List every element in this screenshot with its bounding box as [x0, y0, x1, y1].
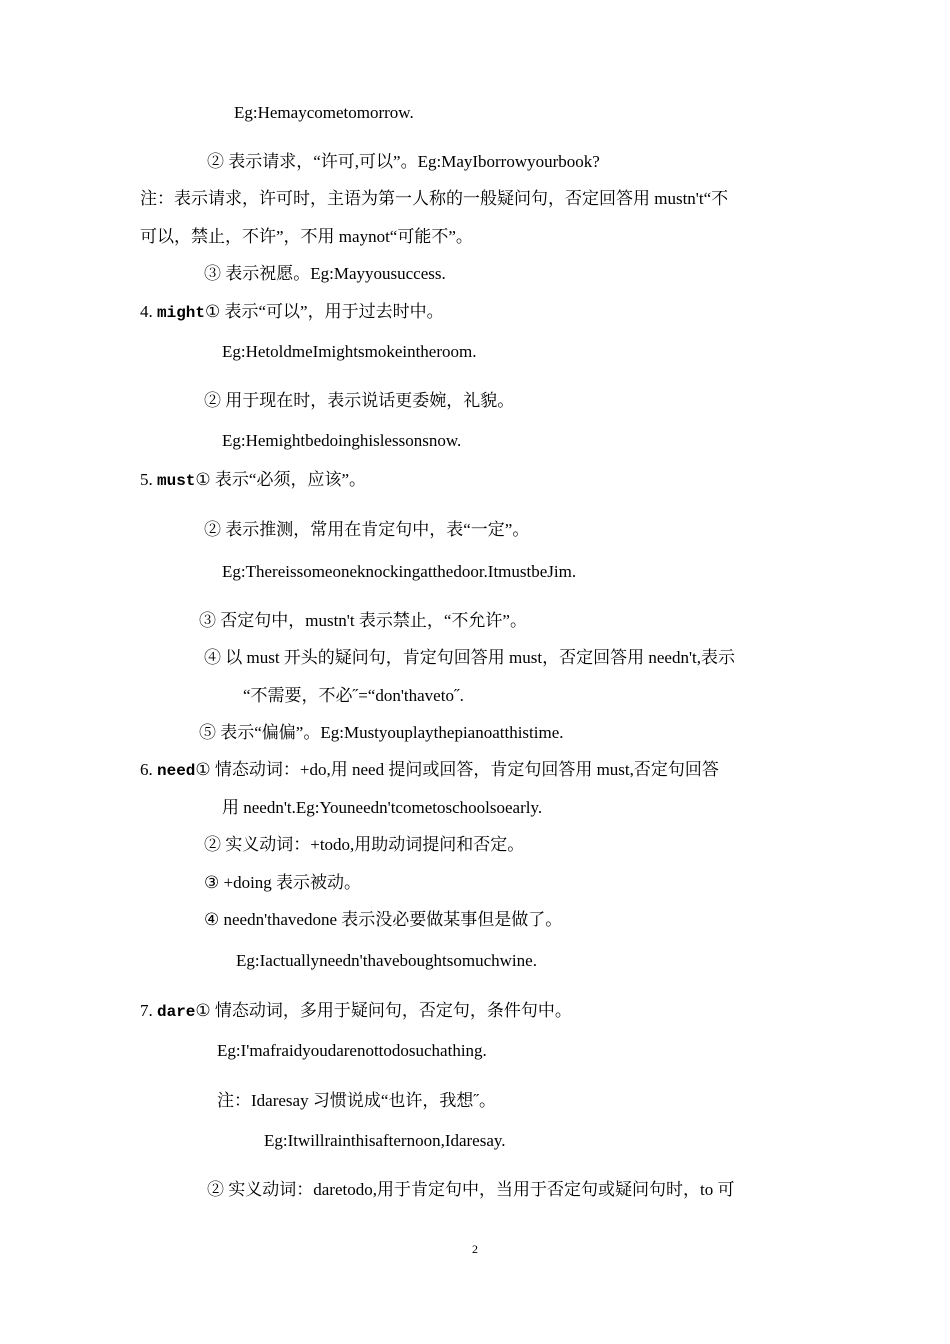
- text-line: 注：表示请求，许可时，主语为第一人称的一般疑问句，否定回答用 mustn't“不: [140, 189, 729, 208]
- text-line: ③ +doing 表示被动。: [204, 873, 362, 892]
- text-line: Eg:I'mafraidyoudarenottodosuchathing.: [217, 1041, 487, 1060]
- text-line: Eg:HetoldmeImightsmokeintheroom.: [222, 342, 477, 361]
- text-line: ⑤ 表示“偏偏”。Eg:Mustyouplaythepianoatthistime.: [199, 723, 564, 742]
- text-line: ③ 否定句中，mustn't 表示禁止，“不允许”。: [199, 611, 527, 630]
- text-line: ② 实义动词：+todo,用助动词提问和否定。: [204, 835, 525, 854]
- text-line: ③ 表示祝愿。Eg:Mayyousuccess.: [204, 264, 446, 283]
- text-line: 用 needn't.Eg:Youneedn'tcometoschoolsoearly.: [222, 798, 543, 817]
- text-line: Eg:Iactuallyneedn'thaveboughtsomuchwine.: [236, 951, 537, 970]
- section-number: 4.: [140, 302, 153, 321]
- text-line: ④ needn'thavedone 表示没必要做某事但是做了。: [204, 910, 563, 929]
- text-line: ② 表示推测，常用在肯定句中，表“一定”。: [204, 520, 530, 539]
- text-line: Eg:Hemightbedoinghislessonsnow.: [222, 431, 462, 450]
- section-keyword: might: [157, 304, 206, 322]
- section-number: 6.: [140, 760, 153, 779]
- section-heading-must: [140, 468, 366, 493]
- section-heading-dare: [140, 999, 572, 1024]
- text-line: ① 表示“可以”，用于过去时中。: [205, 302, 444, 321]
- text-line: “不需要，不必˝=“don'thaveto˝.: [243, 686, 464, 705]
- section-heading-might: [140, 300, 444, 325]
- text-line: ④ 以 must 开头的疑问句，肯定句回答用 must，否定回答用 needn't,表示: [204, 648, 735, 667]
- text-line: 注：Idaresay 习惯说成“也许，我想˝。: [217, 1091, 497, 1110]
- section-heading-need: [140, 758, 719, 783]
- text-line: Eg:Thereissomeoneknockingatthedoor.ItmustbeJim.: [222, 562, 577, 581]
- section-keyword: dare: [157, 1003, 196, 1021]
- text-line: ② 用于现在时，表示说话更委婉，礼貌。: [204, 391, 515, 410]
- text-line: ① 情态动词：+do,用 need 提问或回答，肯定句回答用 must,否定句回答: [195, 760, 719, 779]
- page-number: 2: [472, 1242, 478, 1256]
- text-line: ② 表示请求，“许可,可以”。Eg:MayIborrowyourbook?: [207, 152, 600, 171]
- text-line: ① 情态动词，多用于疑问句，否定句，条件句中。: [195, 1001, 572, 1020]
- section-number: 5.: [140, 470, 153, 489]
- text-line: Eg:Itwillrainthisafternoon,Idaresay.: [264, 1131, 506, 1150]
- section-keyword: need: [157, 762, 196, 780]
- text-line: ② 实义动词：daretodo,用于肯定句中，当用于否定句或疑问句时，to 可: [207, 1180, 735, 1199]
- section-number: 7.: [140, 1001, 153, 1020]
- text-line: 可以，禁止，不许”，不用 maynot“可能不”。: [140, 227, 473, 246]
- text-line: Eg:Hemaycometomorrow.: [234, 103, 414, 122]
- section-keyword: must: [157, 472, 196, 490]
- text-line: ① 表示“必须，应该”。: [195, 470, 366, 489]
